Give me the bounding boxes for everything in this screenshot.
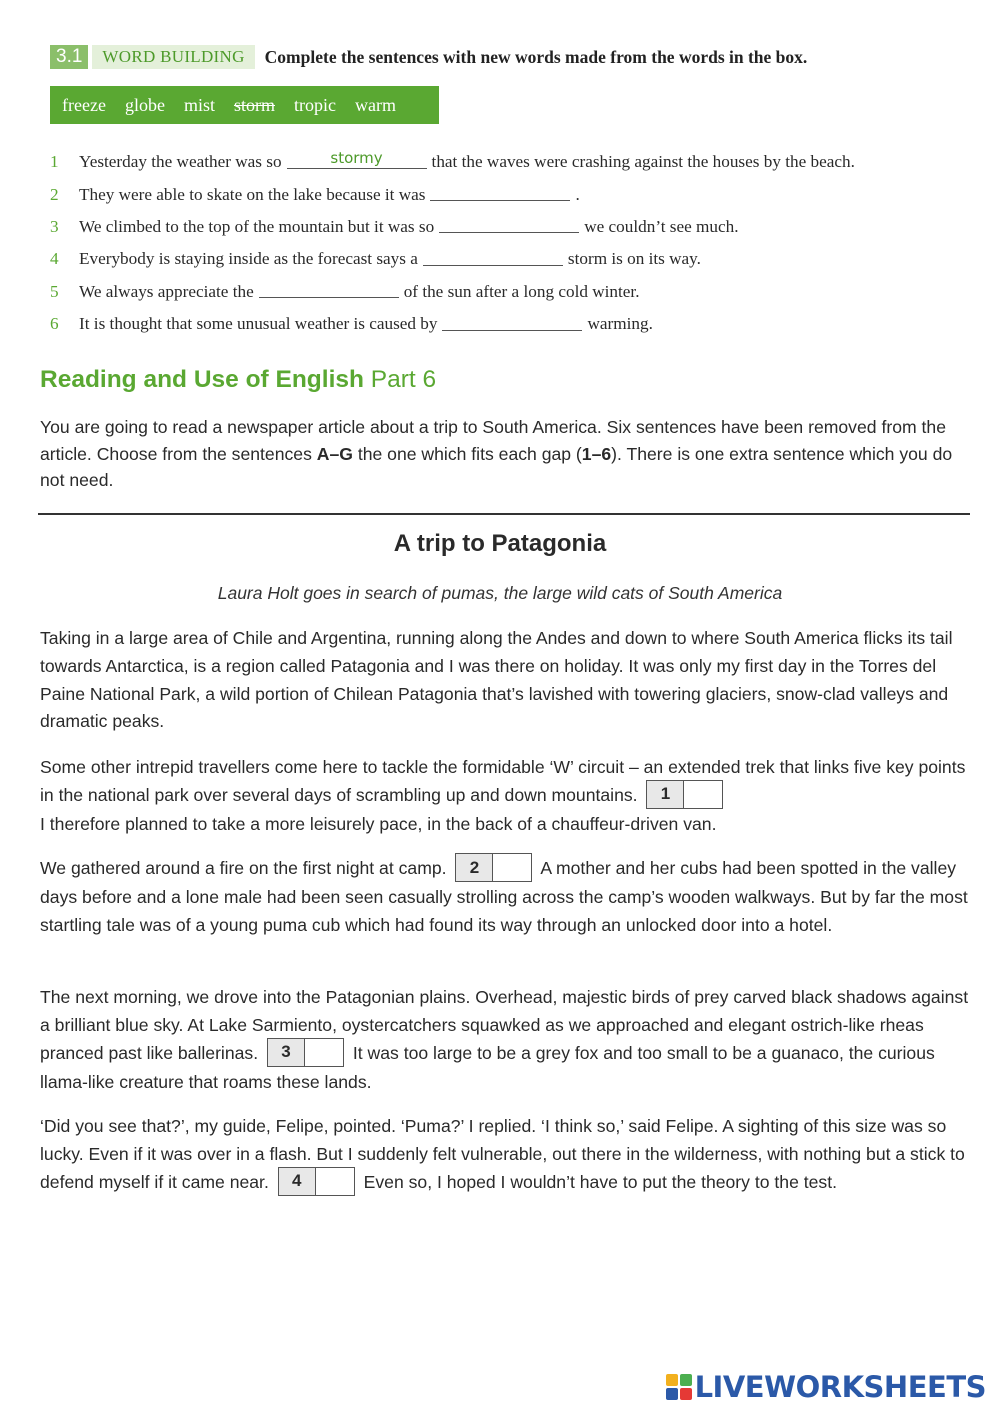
paragraph-text: Some other intrepid travellers come here to tackle the formidable ‘W’ circuit – an extended trek that links five key points in the national park over several days of scrambling up and down mountains. — [40, 757, 966, 805]
gap-1 — [646, 780, 723, 809]
sentence-item — [50, 243, 855, 275]
sentence-number: 3 — [50, 216, 59, 236]
task-instructions — [40, 414, 970, 494]
answer-blank[interactable] — [423, 247, 563, 266]
paragraph-1: Taking in a large area of Chile and Argentina, running along the Andes and down to where South America flicks its tail towards Antarctica, is a region called Patagonia and I was there on holiday. It was only my first day in the Torres del Paine National Park, a wild portion of Chilean Patagonia that’s lavished with towering glaciers, snow-clad valleys and dramatic peaks. — [40, 628, 953, 732]
section-title-main: Reading and Use of English — [40, 366, 364, 393]
gap-2 — [455, 853, 532, 882]
sentence-item — [50, 146, 855, 178]
word-box-item: warm — [354, 94, 396, 115]
answer-blank[interactable] — [442, 312, 582, 331]
answer-text: stormy — [330, 148, 383, 167]
sentence-text-after: . — [575, 184, 580, 204]
intro-gaps: 1–6 — [581, 443, 612, 464]
paragraph-5 — [40, 1113, 970, 1198]
sentence-text-before: We climbed to the top of the mountain but it was so — [79, 216, 435, 236]
sentence-number: 5 — [50, 281, 59, 301]
gap-1-answer-box[interactable] — [684, 781, 722, 808]
exercise-number: 3.1 — [50, 45, 88, 69]
section-title — [40, 366, 436, 394]
word-box-item: storm — [233, 94, 275, 115]
logo-mark-icon — [666, 1374, 692, 1400]
word-box-item: globe — [124, 94, 165, 115]
paragraph-text: We gathered around a fire on the first night at camp. — [40, 858, 447, 879]
word-box-item: freeze — [62, 94, 106, 115]
gap-number: 2 — [456, 854, 493, 881]
gap-number: 4 — [279, 1168, 316, 1195]
intro-text: You are going to read a newspaper article about a trip to South America. Six sentences have been removed from the article. Choose from the sentences — [40, 417, 946, 464]
sentence-item — [50, 178, 855, 210]
paragraph-text: ‘Did you see that?’, my guide, Felipe, pointed. ‘Puma?’ I replied. ‘I think so,’ said Felipe. A sighting of this size was so lucky. Even if it was over in a flash. But I suddenly felt vulnerable, out there in the wilderness, with nothing but a stick to defend myself if it came near. — [40, 1116, 965, 1192]
answer-blank[interactable] — [430, 182, 570, 201]
exercise-instruction: Complete the sentences with new words made from the words in the box. — [264, 46, 808, 67]
intro-text: the one which fits each gap ( — [352, 443, 582, 464]
sentence-text-after: storm is on its way. — [567, 249, 701, 269]
paragraph-text: Even so, I hoped I wouldn’t have to put the theory to the test. — [363, 1171, 838, 1192]
sentence-text-before: They were able to skate on the lake because it was — [79, 184, 426, 204]
gap-number: 1 — [647, 781, 684, 808]
paragraph-text: The next morning, we drove into the Patagonian plains. Overhead, majestic birds of prey carved black shadows against a brilliant blue sky. At Lake Sarmiento, oystercatchers squawked as we approached and elegant ostrich-like rheas pranced past like ballerinas. — [40, 987, 969, 1063]
article-subtitle: Laura Holt goes in search of pumas, the large wild cats of South America — [217, 583, 783, 603]
gap-4-answer-box[interactable] — [316, 1168, 354, 1195]
sentence-text-after: we couldn’t see much. — [584, 216, 739, 236]
divider — [38, 513, 970, 515]
sentence-text-before: Everybody is staying inside as the forecast says a — [79, 249, 418, 269]
sentence-text-before: We always appreciate the — [79, 281, 254, 301]
sentence-text-after: of the sun after a long cold winter. — [403, 281, 640, 301]
gap-4 — [278, 1167, 355, 1196]
liveworksheets-logo — [666, 1370, 986, 1404]
gap-number: 3 — [268, 1039, 305, 1066]
sentence-number: 2 — [50, 184, 59, 204]
gap-2-answer-box[interactable] — [493, 854, 531, 881]
sentence-item — [50, 211, 855, 243]
sentence-item — [50, 276, 855, 308]
word-box-item: tropic — [293, 94, 336, 115]
paragraph-text: A mother and her cubs had been spotted in the valley days before and a lone male had been seen casually strolling across the camp’s wooden walkways. But by far the most startling tale was of a young puma cub which had found its way through an unlocked door into a hotel. — [40, 858, 968, 935]
sentence-text-after: warming. — [587, 314, 653, 334]
intro-range: A–G — [316, 443, 353, 464]
sentence-text-before: It is thought that some unusual weather is caused by — [79, 314, 438, 334]
word-box — [50, 86, 439, 124]
intro-text: ). There is one extra sentence which you do not need. — [40, 443, 953, 490]
paragraph-4 — [40, 984, 970, 1096]
paragraph-text: I therefore planned to take a more leisurely pace, in the back of a chauffeur-driven van. — [40, 813, 717, 834]
word-box-item: mist — [183, 94, 215, 115]
sentence-number: 4 — [50, 249, 59, 269]
section-title-part: Part 6 — [370, 366, 437, 393]
paragraph-3 — [40, 855, 970, 940]
logo-text: LIVEWORKSHEETS — [694, 1370, 986, 1404]
sentence-text-before: Yesterday the weather was so — [79, 152, 282, 172]
sentence-text-after: that the waves were crashing against the houses by the beach. — [431, 152, 855, 172]
gap-3 — [267, 1038, 344, 1067]
sentence-number: 6 — [50, 314, 59, 334]
paragraph-text: It was too large to be a grey fox and too small to be a guanaco, the curious llama-like creature that roams these lands. — [40, 1042, 935, 1092]
sentence-item — [50, 308, 855, 340]
answer-blank[interactable] — [287, 150, 427, 169]
answer-blank[interactable] — [259, 279, 399, 298]
exercise-header — [50, 44, 807, 70]
paragraph-2 — [40, 754, 970, 839]
gap-3-answer-box[interactable] — [305, 1039, 343, 1066]
article-title: A trip to Patagonia — [393, 530, 607, 557]
sentence-number: 1 — [50, 152, 59, 172]
exercise-tag: WORD BUILDING — [92, 45, 254, 69]
answer-blank[interactable] — [439, 214, 579, 233]
sentence-list — [50, 146, 855, 340]
